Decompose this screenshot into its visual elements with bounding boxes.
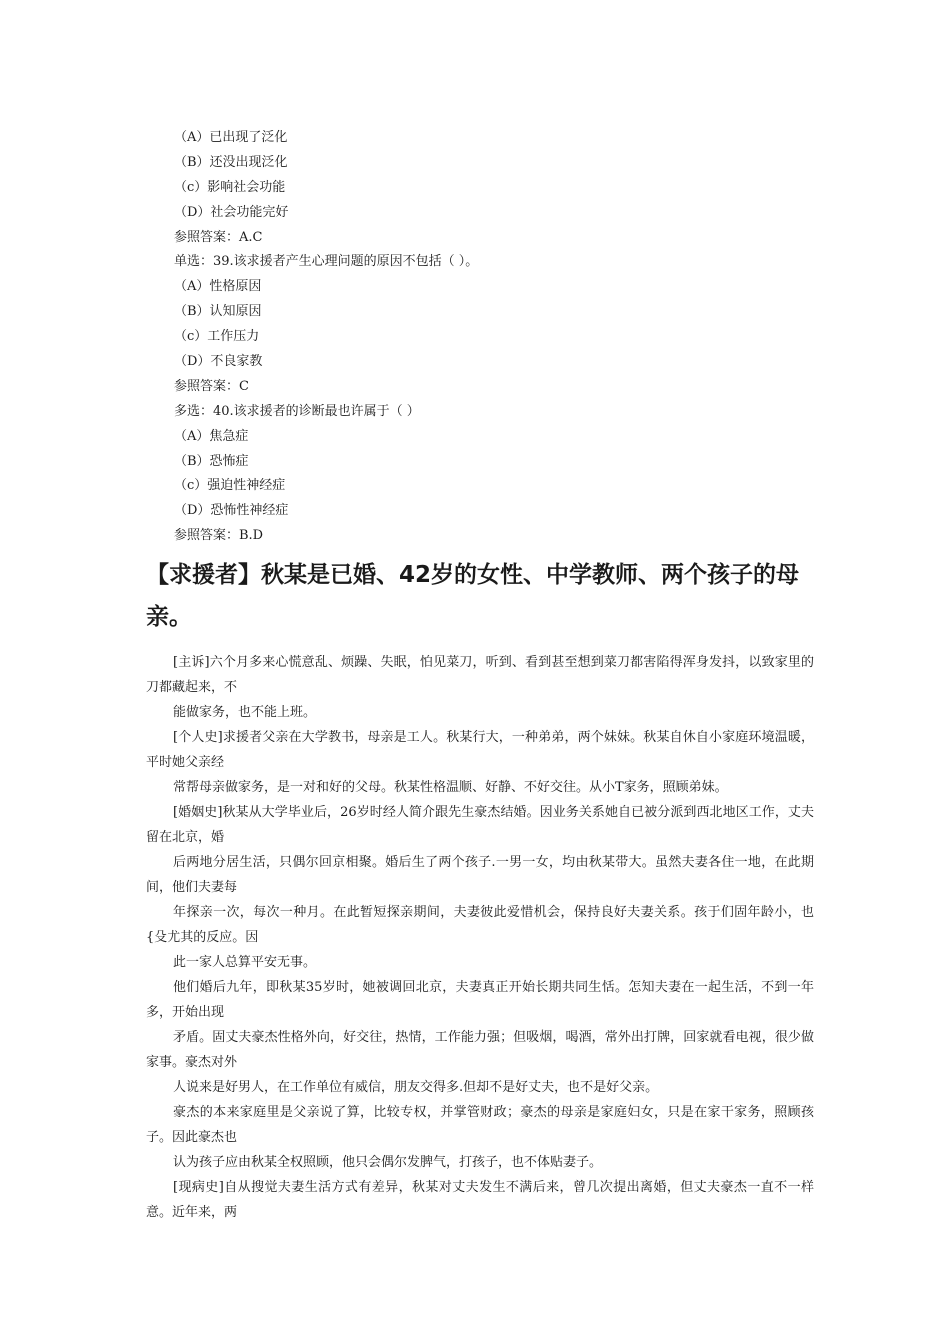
paragraph: 人说来是好男人，在工作单位有威信，朋友交得多.但却不是好丈夫，也不是好父亲。 — [173, 1080, 659, 1095]
paragraph: 他们婚后九年，即秋某35岁时，她被调回北京，夫妻真正开始长期共同生恬。怎知夫妻在一起生活，不到一年多，开始出现 — [146, 980, 814, 1020]
paragraph: [个人史]求援者父亲在大学教书，母亲是工人。秋某行大，一种弟弟，两个妹妹。秋某自休自小家庭环境温暖，平时她父亲经 — [146, 730, 814, 770]
option-b: （B）还没出现泛化 — [174, 154, 288, 170]
option-a: （A）焦急症 — [174, 428, 249, 444]
paragraph: 矛盾。固丈夫豪杰性格外向，好交往，热情，工作能力强；但吸烟，喝酒，常外出打牌，回家就看电视，很少做家事。豪杰对外 — [146, 1030, 814, 1070]
paragraph: 后两地分居生活，只偶尔回京相聚。婚后生了两个孩子.一男一女，均由秋某带大。虽然夫妻各住一地，在此期间，他们夫妻每 — [146, 855, 814, 895]
paragraph: 豪杰的本来家庭里是父亲说了算，比较专权，并掌管财政；豪杰的母亲是家庭妇女，只是在家干家务，照顾孩子。因此豪杰也 — [146, 1105, 814, 1145]
option-b: （B）认知原因 — [174, 304, 262, 320]
case-heading: 【求援者】秋某是已婚、42岁的女性、中学教师、两个孩子的母亲。 — [146, 562, 800, 630]
reference-answer: 参照答案：A.C — [174, 229, 263, 245]
option-a: （A）已出现了泛化 — [174, 130, 288, 145]
option-a: （A）性格原因 — [174, 279, 262, 295]
option-c: （c）影响社会功能 — [174, 179, 286, 195]
paragraph: [主诉]六个月多来心慌意乱、烦躁、失眠，怕见菜刀，听到、看到甚至想到菜刀都害陷得浑身发抖，以致家里的刀都藏起来，不 — [146, 655, 814, 695]
paragraph: 年探亲一次，每次一种月。在此暂短探亲期间，夫妻彼此爱惜机会，保持良好夫妻关系。孩于们固年龄小，也{殳尤其的反应。因 — [146, 905, 814, 945]
option-c: （c）工作压力 — [174, 329, 260, 345]
question-40: 多选：40.该求援者的诊断最也许属于（ ） — [174, 403, 420, 419]
paragraph: 认为孩子应由秋某全权照顾，他只会偶尔发脾气，打孩子，也不体贴妻子。 — [173, 1155, 603, 1170]
reference-answer: 参照答案：B.D — [174, 528, 264, 544]
paragraph: 能做家务，也不能上班。 — [173, 705, 317, 720]
paragraph: 常帮母亲做家务，是一对和好的父母。秋某性格温顺、好静、不好交往。从小Т家务，照顾弟妹。 — [173, 780, 728, 795]
option-b: （B）恐怖症 — [174, 453, 249, 469]
case-body — [146, 650, 814, 1225]
question-answer-list — [174, 126, 814, 549]
option-c: （c）强迫性神经症 — [174, 478, 286, 494]
paragraph: [现病史]自从搜觉夫妻生活方式有差异，秋某对丈夫发生不满后来，曾几次提出离婚，但丈夫豪杰一直不一样意。近年来，两 — [146, 1180, 814, 1220]
option-d: （D）社会功能完好 — [174, 204, 289, 220]
question-39: 单选：39.该求援者产生心理问题的原因不包括（ ）。 — [174, 254, 479, 270]
option-d: （D）恐怖性神经症 — [174, 503, 289, 519]
reference-answer: 参照答案：C — [174, 378, 249, 394]
option-d: （D）不良家教 — [174, 354, 263, 370]
paragraph: 此一家人总算平安无事。 — [173, 955, 317, 970]
paragraph: [婚姻史]秋某从大学毕业后，26岁时经人简介跟先生豪杰结婚。因业务关系她自已被分派到西北地区工作，丈夫留在北京，婚 — [146, 805, 814, 845]
